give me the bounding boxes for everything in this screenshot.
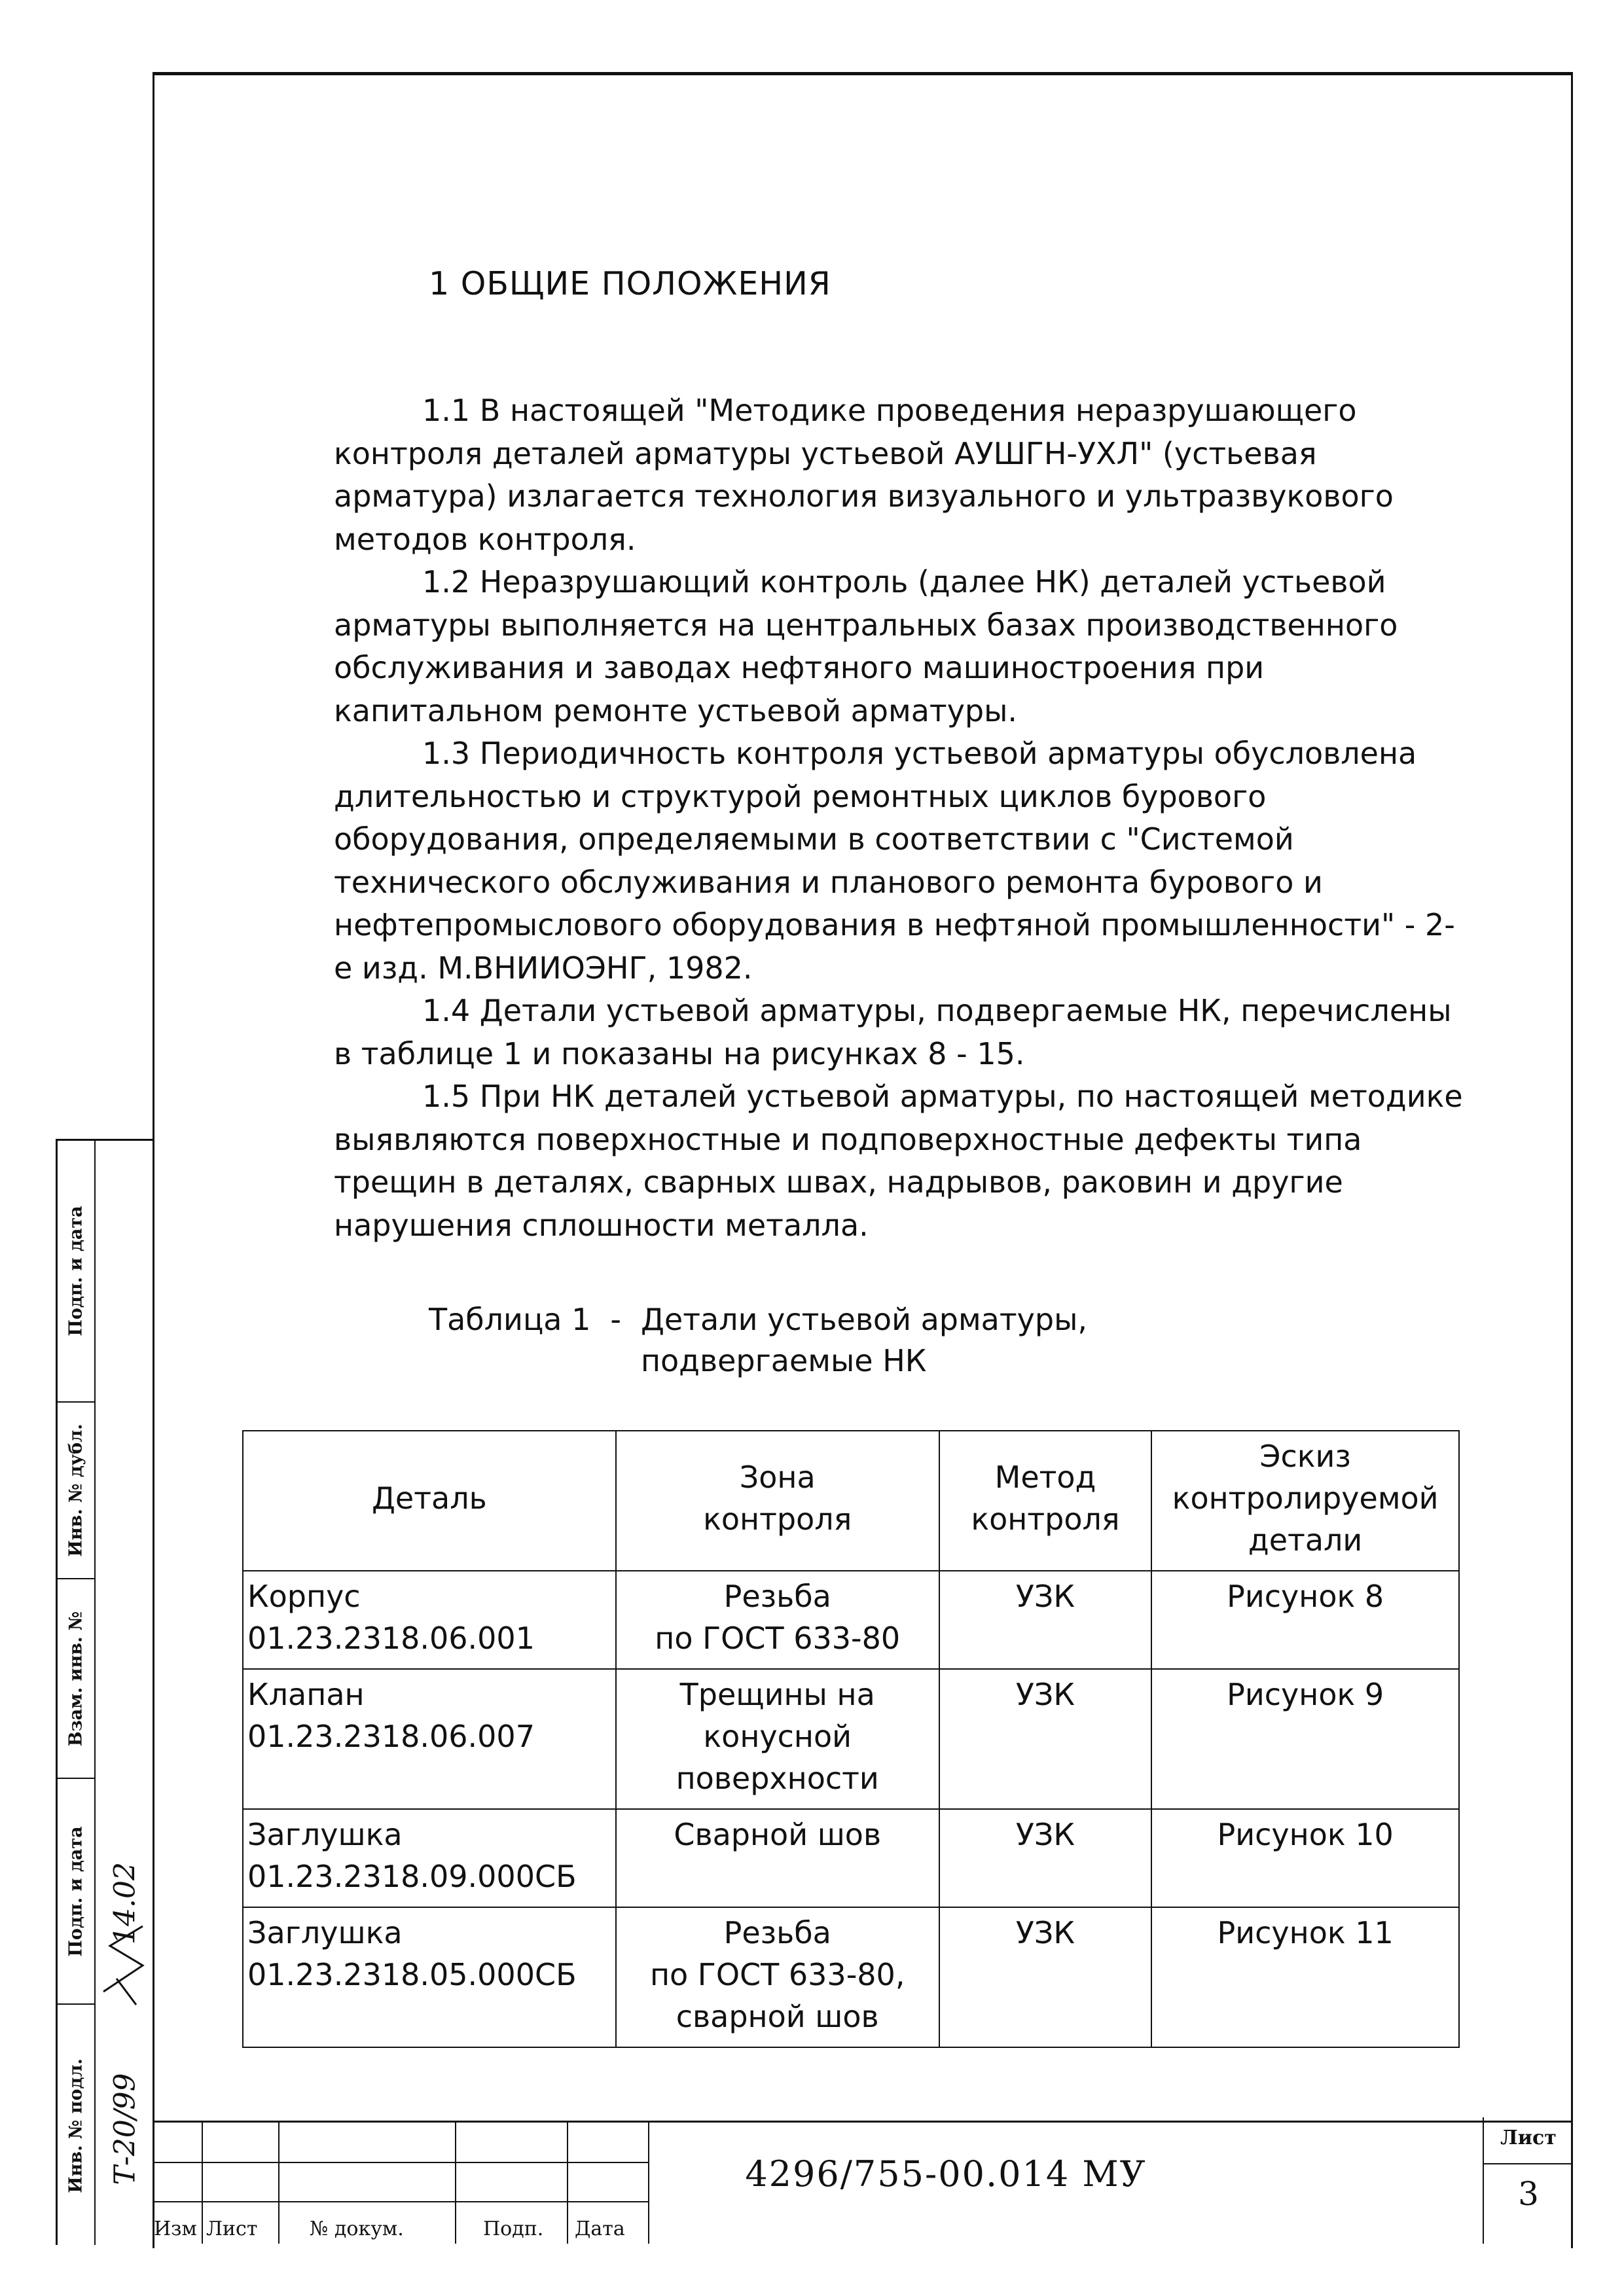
sheet-box bbox=[1483, 2117, 1573, 2244]
cell-method: УЗК bbox=[939, 1907, 1152, 2047]
cell-method: УЗК bbox=[939, 1809, 1152, 1907]
sheet-divider bbox=[1484, 2163, 1573, 2164]
signature-mark bbox=[97, 1920, 153, 2011]
header-sketch bbox=[1151, 1431, 1459, 1571]
header-method bbox=[939, 1431, 1152, 1571]
cell-method: УЗК bbox=[939, 1669, 1152, 1809]
side-cell bbox=[58, 1579, 94, 1779]
cell-line: Резьба bbox=[723, 1915, 831, 1950]
cell-line: Зона bbox=[739, 1460, 816, 1495]
paragraph-1-4: 1.4 Детали устьевой арматуры, подвергаемые НК, перечислены в таблице 1 и показаны на рисунках 8 - 15. bbox=[334, 993, 1452, 1071]
cell-line: Заглушка bbox=[247, 1915, 403, 1950]
cell-line: Клапан bbox=[247, 1677, 365, 1712]
paragraph-1-2: 1.2 Неразрушающий контроль (далее НК) деталей устьевой арматуры выполняется на центральных базах производственного обслуживания и заводах нефтяного машиностроения при капитальном ремонте устьевой арматуры. bbox=[334, 564, 1398, 728]
cell-sketch: Рисунок 11 bbox=[1151, 1907, 1459, 2047]
paragraph-1-5: 1.5 При НК деталей устьевой арматуры, по настоящей методике выявляются поверхностные и подповерхностные дефекты типа трещин в деталях, сварных швах, надрывов, раковин и другие нарушения сплошности металла. bbox=[334, 1079, 1463, 1243]
side-label-replace-inv: Взам. инв. № bbox=[65, 1611, 86, 1746]
side-cell bbox=[58, 1141, 94, 1403]
cell-line: Заглушка bbox=[247, 1817, 403, 1852]
table-caption-title bbox=[641, 1299, 1087, 1382]
cell-line: сварной шов bbox=[676, 1999, 879, 2034]
table-row bbox=[243, 1907, 1459, 2047]
cell-method: УЗК bbox=[939, 1571, 1152, 1669]
cell-sketch: Рисунок 8 bbox=[1151, 1571, 1459, 1669]
tb-line bbox=[153, 2201, 648, 2202]
tb-label-doc-no: № докум. bbox=[310, 2217, 404, 2240]
sheet-number: 3 bbox=[1518, 2175, 1539, 2213]
side-cell bbox=[58, 1403, 94, 1579]
table-caption-label: Таблица 1 bbox=[429, 1302, 591, 1337]
side-label-orig-inv: Инв. № подл. bbox=[65, 2058, 86, 2193]
tb-label-sheet: Лист bbox=[206, 2217, 258, 2240]
cell-sketch: Рисунок 9 bbox=[1151, 1669, 1459, 1809]
tb-label-signature: Подп. bbox=[483, 2217, 544, 2240]
tb-label-date: Дата bbox=[575, 2217, 625, 2240]
side-cell bbox=[58, 1779, 94, 2005]
cell-line: контроля bbox=[971, 1501, 1120, 1537]
cell-line: Деталь bbox=[371, 1480, 487, 1516]
cell-detail bbox=[243, 1571, 616, 1669]
sheet-label: Лист bbox=[1500, 2126, 1557, 2149]
cell-zone bbox=[616, 1809, 939, 1907]
parts-table bbox=[242, 1430, 1460, 2048]
cell-line: контролируемой bbox=[1172, 1480, 1439, 1516]
cell-sketch: Рисунок 10 bbox=[1151, 1809, 1459, 1907]
cell-line: 01.23.2318.06.001 bbox=[247, 1621, 535, 1656]
section-heading: 1 ОБЩИЕ ПОЛОЖЕНИЯ bbox=[429, 265, 831, 302]
cell-detail bbox=[243, 1809, 616, 1907]
cell-line: конусной bbox=[703, 1719, 852, 1754]
title-block-grid bbox=[153, 2123, 648, 2244]
cell-zone bbox=[616, 1907, 939, 2047]
cell-line: Эскиз bbox=[1259, 1439, 1351, 1474]
tb-line bbox=[202, 2123, 203, 2244]
paragraph-1-3: 1.3 Периодичность контроля устьевой арматуры обусловлена длительностью и структурой ремонтных циклов бурового оборудования, определяемыми в соответствии с "Системой технического обслуживания и планового ремонта бурового и нефтепромыслового оборудования в нефтяной промышленности" - 2-е изд. М.ВНИИОЭНГ, 1982. bbox=[334, 736, 1455, 986]
header-detail bbox=[243, 1431, 616, 1571]
table-row bbox=[243, 1669, 1459, 1809]
side-label-sign-date: Подп. и дата bbox=[65, 1206, 86, 1336]
cell-line: по ГОСТ 633-80, bbox=[649, 1957, 905, 1992]
table-header-row bbox=[243, 1431, 1459, 1571]
cell-line: по ГОСТ 633-80 bbox=[655, 1621, 901, 1656]
document-code: 4296/755-00.014 МУ bbox=[745, 2153, 1147, 2195]
side-stamp bbox=[56, 1139, 154, 2245]
tb-line bbox=[153, 2162, 648, 2163]
tb-label-change: Изм bbox=[154, 2217, 197, 2240]
handwritten-date: 14.02 bbox=[108, 1862, 142, 1945]
handwritten-inventory: Т-20/99 bbox=[108, 2073, 142, 2185]
cell-line: детали bbox=[1248, 1522, 1363, 1558]
table-caption-line: подвергаемые НК bbox=[640, 1343, 927, 1378]
tb-line bbox=[567, 2123, 568, 2244]
header-zone bbox=[616, 1431, 939, 1571]
side-cell bbox=[58, 2005, 94, 2247]
table-row bbox=[243, 1571, 1459, 1669]
table-caption bbox=[429, 1299, 1087, 1382]
table-row bbox=[243, 1809, 1459, 1907]
cell-detail bbox=[243, 1669, 616, 1809]
tb-line bbox=[278, 2123, 280, 2244]
cell-zone bbox=[616, 1669, 939, 1809]
cell-line: контроля bbox=[703, 1501, 852, 1537]
table-caption-line: Детали устьевой арматуры, bbox=[640, 1302, 1088, 1337]
cell-line: Резьба bbox=[723, 1579, 831, 1614]
cell-line: Сварной шов bbox=[674, 1817, 882, 1852]
side-label-dup-inv: Инв. № дубл. bbox=[65, 1424, 86, 1557]
paragraph-1-1: 1.1 В настоящей "Методике проведения неразрушающего контроля деталей арматуры устьевой АУШГН-УХЛ" (устьевая арматура) излагается технология визуального и ультразвукового методов контроля. bbox=[334, 393, 1394, 557]
tb-line bbox=[648, 2123, 649, 2244]
table-caption-dash: - bbox=[610, 1302, 621, 1337]
cell-line: 01.23.2318.09.000СБ bbox=[247, 1859, 577, 1894]
body-text bbox=[334, 389, 1473, 1247]
cell-zone bbox=[616, 1571, 939, 1669]
side-label-sign-date-2: Подп. и дата bbox=[65, 1825, 86, 1957]
cell-detail bbox=[243, 1907, 616, 2047]
cell-line: 01.23.2318.06.007 bbox=[247, 1719, 535, 1754]
cell-line: Метод bbox=[994, 1460, 1096, 1495]
tb-line bbox=[455, 2123, 456, 2244]
cell-line: поверхности bbox=[676, 1761, 879, 1796]
cell-line: Трещины на bbox=[679, 1677, 875, 1712]
cell-line: 01.23.2318.05.000СБ bbox=[247, 1957, 577, 1992]
cell-line: Корпус bbox=[247, 1579, 361, 1614]
